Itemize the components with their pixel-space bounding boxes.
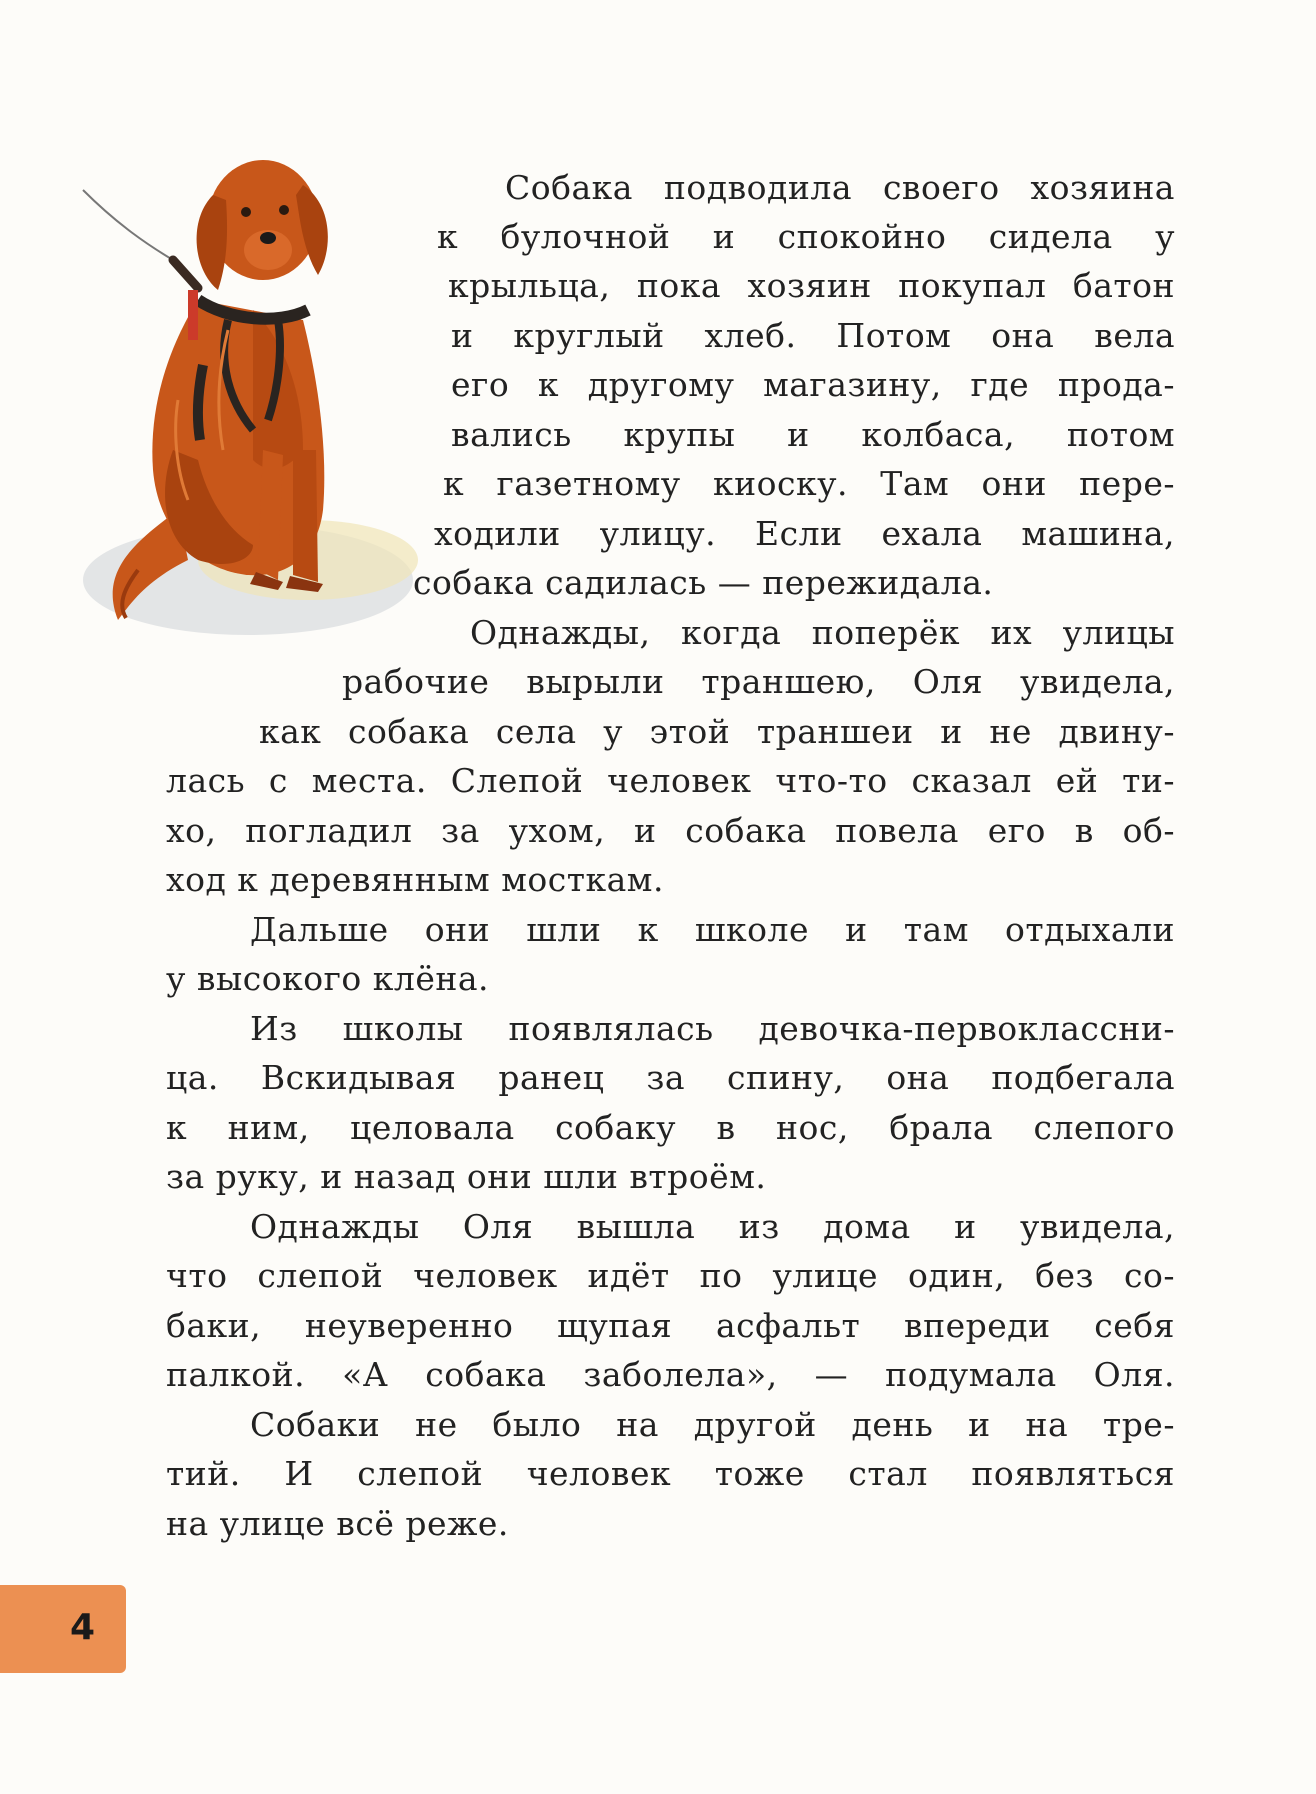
text-line: Собаки не было на другой день и на тре-	[250, 1405, 1175, 1444]
text-line: ца. Вскидывая ранец за спину, она подбегала	[166, 1058, 1175, 1097]
text-line: хо, погладил за ухом, и собака повела его в об-	[166, 811, 1175, 850]
text-line: на улице всё реже.	[166, 1504, 509, 1543]
text-line: крыльца, пока хозяин покупал батон	[448, 266, 1175, 305]
text-line: Дальше они шли к школе и там отдыхали	[250, 910, 1175, 949]
page-number-tab	[0, 1585, 126, 1673]
text-line: что слепой человек идёт по улице один, без со-	[166, 1256, 1175, 1295]
text-line: ходили улицу. Если ехала машина,	[434, 514, 1175, 553]
text-line: к газетному киоску. Там они пере-	[443, 464, 1175, 503]
text-line: рабочие вырыли траншею, Оля увидела,	[342, 662, 1175, 701]
text-line: лась с места. Слепой человек что-то сказал ей ти-	[166, 761, 1175, 800]
text-line: Однажды, когда поперёк их улицы	[470, 613, 1175, 652]
text-line: как собака села у этой траншеи и не двину-	[259, 712, 1175, 751]
text-line: его к другому магазину, где прода-	[451, 365, 1175, 404]
text-line: собака садилась — пережидала.	[413, 563, 994, 602]
text-line: ход к деревянным мосткам.	[166, 860, 664, 899]
text-line: палкой. «А собака заболела», — подумала Оля.	[166, 1355, 1175, 1394]
text-line: тий. И слепой человек тоже стал появляться	[166, 1454, 1175, 1493]
text-line: к булочной и спокойно сидела у	[437, 217, 1175, 256]
page-number: 4	[70, 1607, 96, 1648]
dog-illustration	[78, 150, 418, 670]
text-line: Из школы появлялась девочка-первоклассни-	[250, 1009, 1175, 1048]
text-line: Собака подводила своего хозяина	[505, 168, 1175, 207]
text-line: вались крупы и колбаса, потом	[451, 415, 1175, 454]
text-line: баки, неуверенно щупая асфальт впереди себя	[166, 1306, 1175, 1345]
text-line: Однажды Оля вышла из дома и увидела,	[250, 1207, 1175, 1246]
text-line: у высокого клёна.	[166, 959, 490, 998]
text-line: за руку, и назад они шли втроём.	[166, 1157, 767, 1196]
text-line: и круглый хлеб. Потом она вела	[451, 316, 1175, 355]
text-line: к ним, целовала собаку в нос, брала слепого	[166, 1108, 1175, 1147]
